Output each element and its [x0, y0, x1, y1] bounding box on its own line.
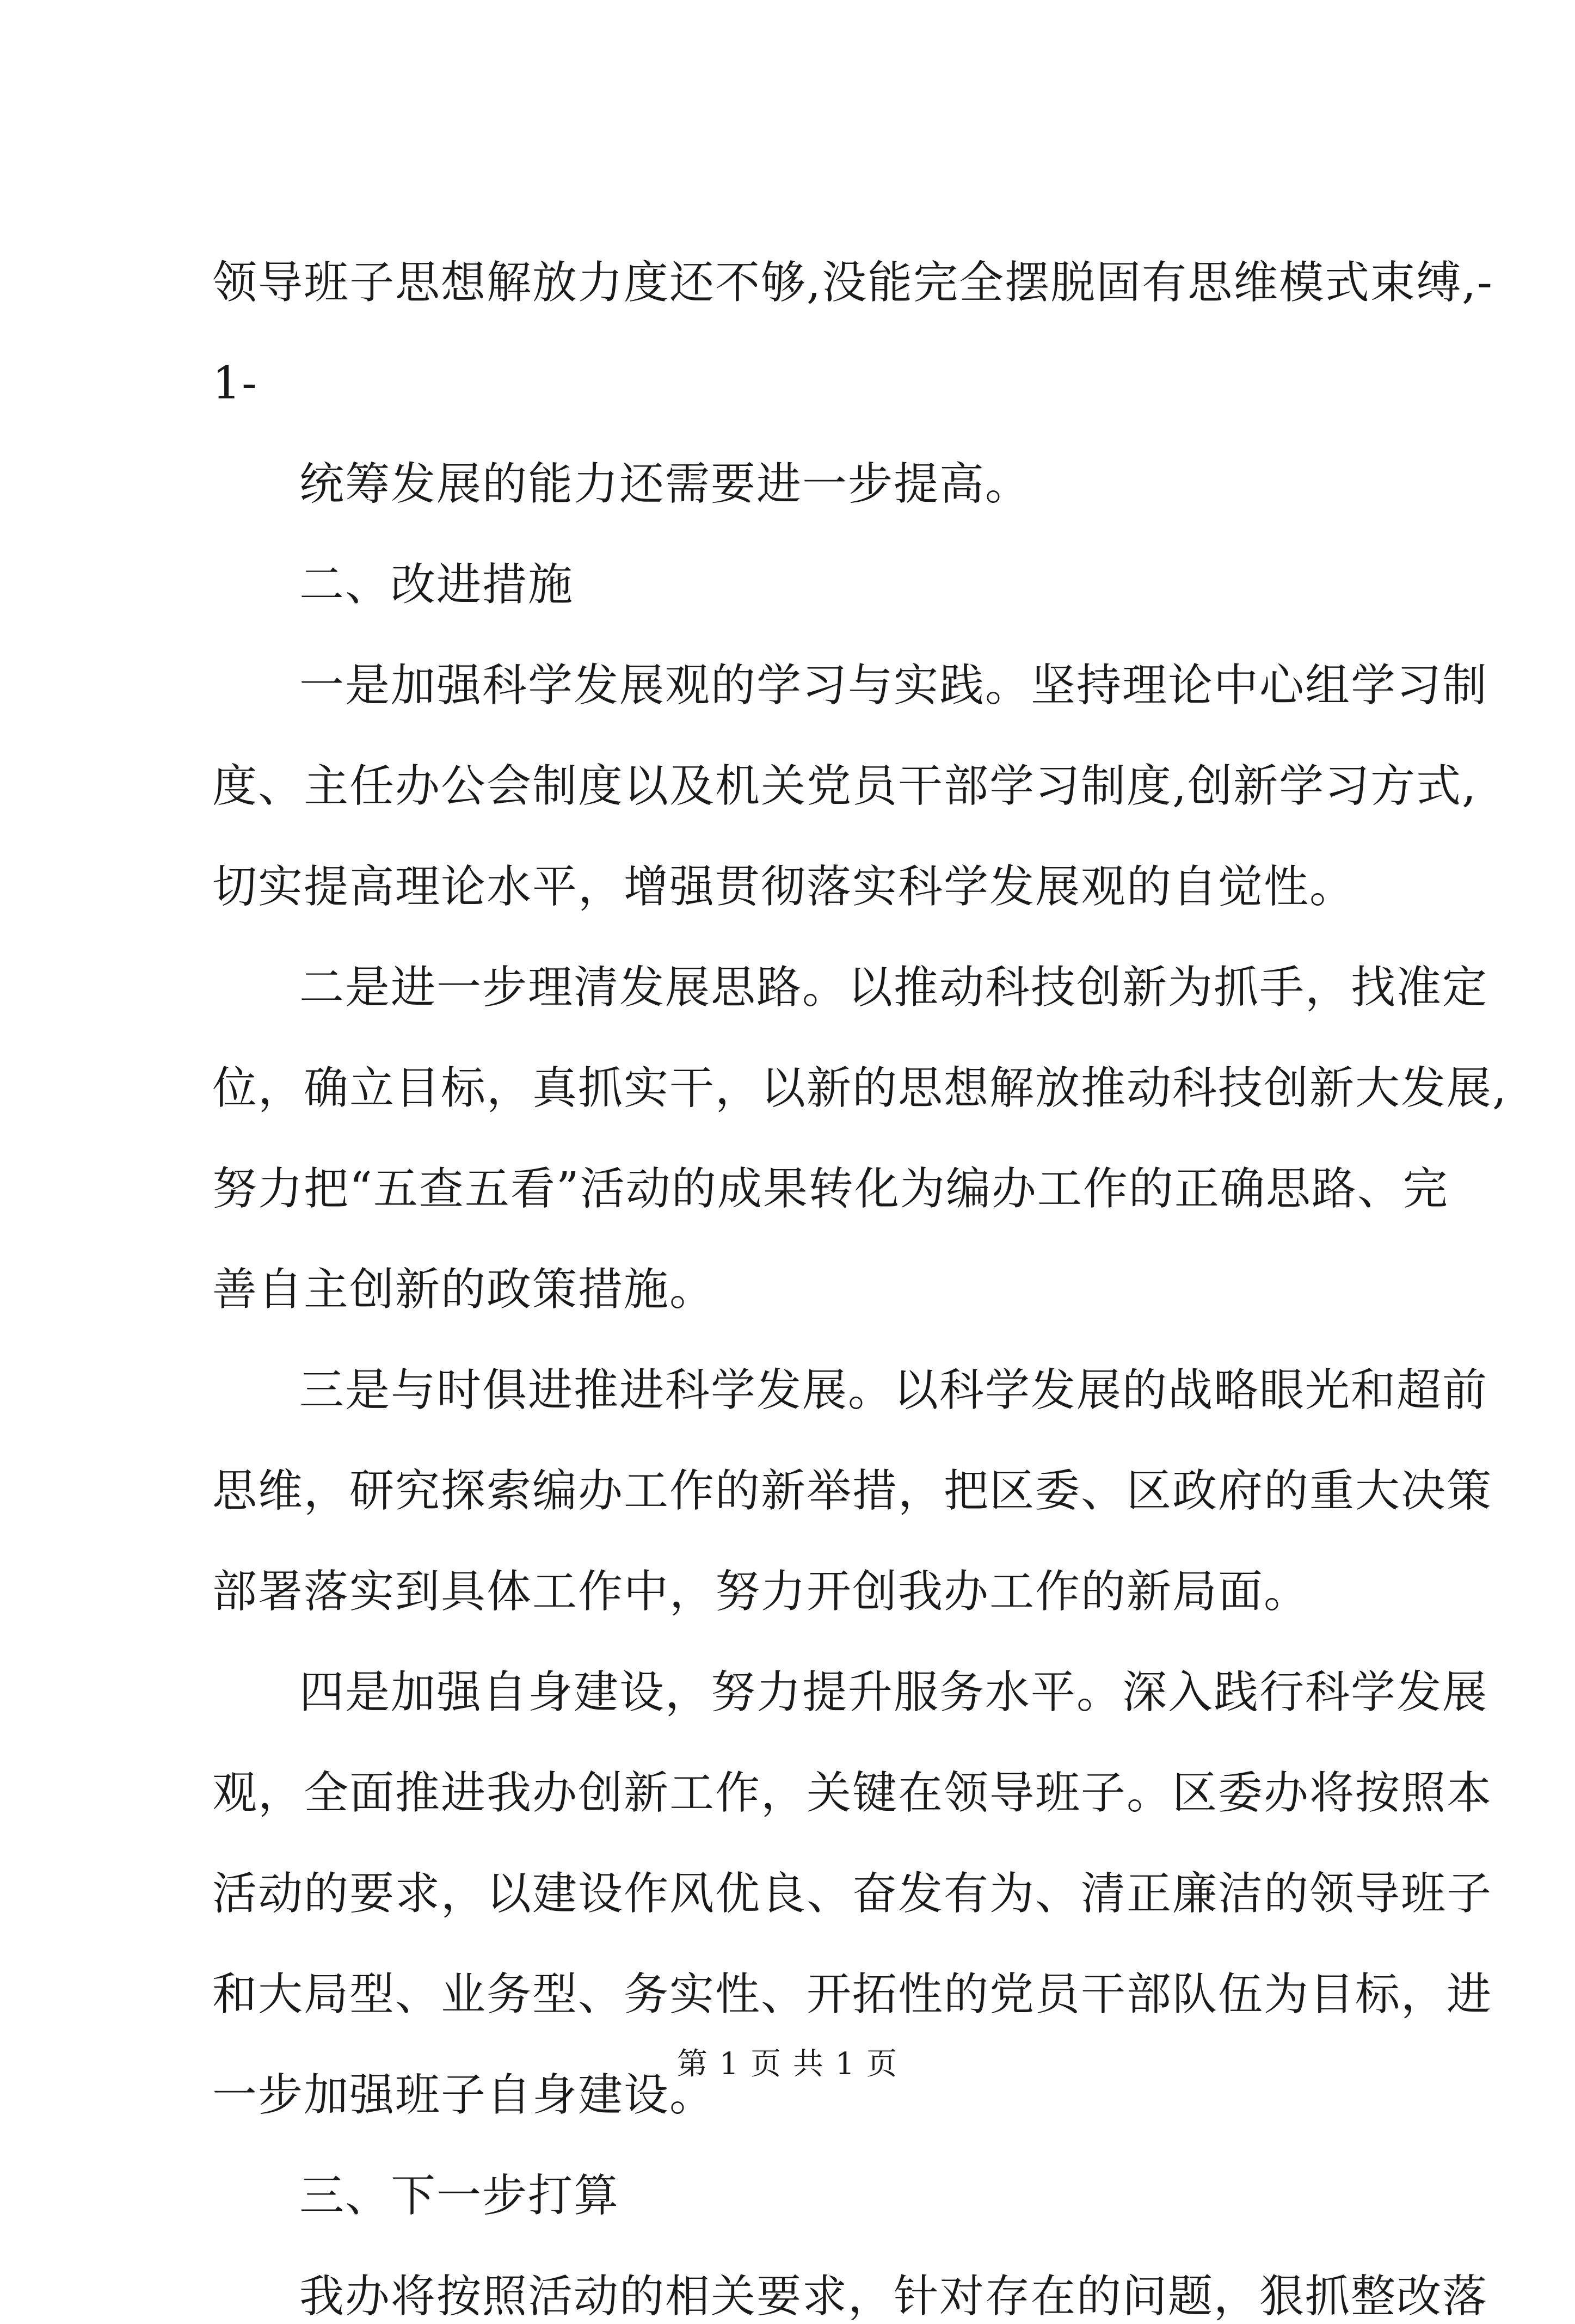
body-line-9: 位，确立目标，真抓实干，以新的思想解放推动科技创新大发展,: [212, 1062, 1508, 1114]
body-line-10: 努力把“五查五看”活动的成果转化为编办工作的正确思路、完: [212, 1163, 1449, 1215]
section-heading-improvements: 二、改进措施: [299, 559, 574, 611]
body-line-21: 我办将按照活动的相关要求，针对存在的问题，狠抓整改落: [299, 2271, 1488, 2322]
body-line-3: 统筹发展的能力还需要进一步提高。: [299, 458, 1031, 510]
body-line-17: 活动的要求，以建设作风优良、奋发有为、清正廉洁的领导班子: [212, 1868, 1493, 1920]
body-line-7: 切实提高理论水平，增强贯彻落实科学发展观的自觉性。: [212, 861, 1356, 913]
body-line-15: 四是加强自身建设，努力提升服务水平。深入践行科学发展: [299, 1667, 1488, 1718]
body-line-8: 二是进一步理清发展思路。以推动科技创新为抓手，找准定: [299, 962, 1488, 1013]
body-line-13: 思维，研究探索编办工作的新举措，把区委、区政府的重大决策: [212, 1465, 1493, 1517]
body-line-2: 1-: [212, 358, 258, 409]
body-line-11: 善自主创新的政策措施。: [212, 1264, 716, 1315]
section-heading-next-steps: 三、下一步打算: [299, 2170, 620, 2222]
body-line-19: 一步加强班子自身建设。: [212, 2069, 716, 2121]
page-footer: 第 1 页 共 1 页: [676, 2046, 899, 2082]
body-line-12: 三是与时俱进推进科学发展。以科学发展的战略眼光和超前: [299, 1364, 1488, 1416]
body-line-1: 领导班子思想解放力度还不够,没能完全摆脱固有思维模式束缚,-: [212, 257, 1493, 309]
body-line-6: 度、主任办公会制度以及机关党员干部学习制度,创新学习方式,: [212, 760, 1478, 812]
body-line-18: 和大局型、业务型、务实性、开拓性的党员干部队伍为目标，进: [212, 1969, 1493, 2020]
body-line-5: 一是加强科学发展观的学习与实践。坚持理论中心组学习制: [299, 660, 1488, 711]
body-line-14: 部署落实到具体工作中，努力开创我办工作的新局面。: [212, 1566, 1310, 1618]
body-line-16: 观，全面推进我办创新工作，关键在领导班子。区委办将按照本: [212, 1767, 1493, 1819]
